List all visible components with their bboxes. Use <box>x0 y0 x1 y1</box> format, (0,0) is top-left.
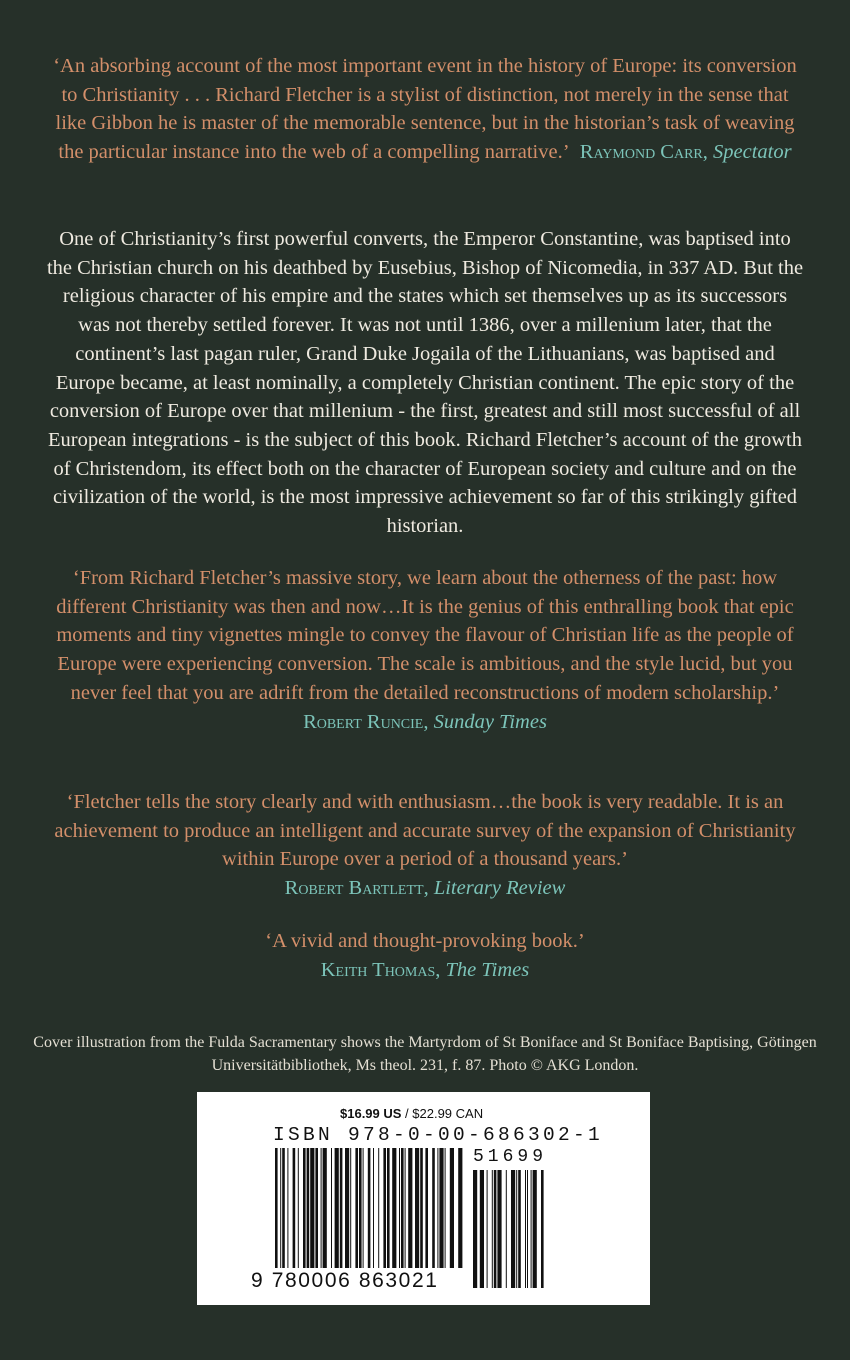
barcode-bar <box>323 1148 327 1268</box>
barcode-bar <box>473 1170 477 1288</box>
barcode-bar <box>321 1148 322 1268</box>
quote-attribution: Keith Thomas, The Times <box>320 958 530 981</box>
barcode-bar <box>298 1148 299 1268</box>
barcode-bar <box>293 1148 296 1268</box>
barcode-bar <box>287 1148 288 1268</box>
barcode-bar <box>350 1148 351 1268</box>
barcode-bar <box>425 1148 428 1268</box>
ean-digits: 9 780006 863021 <box>251 1269 439 1292</box>
barcode-bar <box>506 1170 507 1288</box>
barcode-bar <box>315 1148 318 1268</box>
isbn-number: ISBN 978-0-00-686302-1 <box>273 1124 604 1146</box>
quote-attribution: Raymond Carr, Spectator <box>579 141 792 164</box>
barcode-bar <box>310 1148 314 1268</box>
barcode-bar <box>275 1148 278 1268</box>
barcode-bar <box>497 1170 501 1288</box>
barcode-bar <box>518 1170 521 1288</box>
barcode-bar <box>331 1148 332 1268</box>
barcode-bar <box>335 1148 339 1268</box>
quote-text: ‘An absorbing account of the most important event in the history of Europe: its conversion to Christianity . . . Richard Fletcher is a stylist of distinction, not merely in the sense that like Gibbon he is master of the memorable sentence, but in the historian’s task of weaving the particular instance into the web of a compelling narrative.’ <box>53 55 797 164</box>
attribution-author: Robert Runcie <box>303 710 424 733</box>
barcode-bar <box>541 1170 544 1288</box>
attribution-author: Raymond Carr <box>579 141 703 164</box>
barcode-bar <box>458 1148 462 1268</box>
barcode-bar <box>487 1170 488 1288</box>
barcode-bar <box>345 1148 349 1268</box>
cover-illustration-credit: Cover illustration from the Fulda Sacramentary shows the Martyrdom of St Boniface and St Boniface Baptising, Götingen Universitätbibliothek, Ms theol. 231, f. 87. Photo © AKG London. <box>33 1034 817 1074</box>
barcode-bar <box>378 1148 379 1268</box>
barcode-bar <box>359 1148 362 1268</box>
barcode-bar <box>492 1170 493 1288</box>
barcode-bar <box>494 1170 497 1288</box>
quote-keith-thomas <box>45 927 805 984</box>
book-description: One of Christianity’s first powerful converts, the Emperor Constantine, was baptised into the Christian church on his deathbed by Eusebius, Bishop of Nicomedia, in 337 AD. But the religious character of his empire and the states which set themselves up as its successors was not thereby settled forever. It was not until 1386, over a millenium later, that the continent’s last pagan ruler, Grand Duke Jogaila of the Lithuanians, was baptised and Europe became, at least nominally, a completely Christian continent. The epic story of the conversion of Europe over that millenium - the first, greatest and still most successful of all European integrations - is the subject of this book. Richard Fletcher’s account of the growth of Christendom, its effect both on the character of European society and culture and on the civilization of the world, is the most impressive achievement so far of this strikingly gifted historian. <box>46 228 804 538</box>
barcode-bar <box>401 1148 404 1268</box>
barcode-bar <box>405 1148 406 1268</box>
barcode-bar <box>437 1148 438 1268</box>
quote-robert-runcie <box>45 564 805 736</box>
quote-text: ‘Fletcher tells the story clearly and with enthusiasm…the book is very readable. It is an achievement to produce an intelligent and accurate survey of the expansion of Christianity within Europe over a period of a thousand years.’ <box>54 791 796 871</box>
price-can: / $22.99 CAN <box>401 1106 484 1121</box>
barcode-bar <box>387 1148 390 1268</box>
quote-attribution: Robert Bartlett, Literary Review <box>284 877 566 900</box>
barcode-bar <box>511 1170 515 1288</box>
attribution-publication: Literary Review <box>433 877 566 900</box>
addon-code: 51699 <box>473 1147 548 1167</box>
barcode-bar <box>439 1148 443 1268</box>
barcode-bar <box>516 1170 517 1288</box>
attribution-publication: Sunday Times <box>433 710 547 733</box>
attribution-author: Robert Bartlett <box>284 877 424 900</box>
barcode-bar <box>533 1170 537 1288</box>
barcode-bar <box>420 1148 423 1268</box>
barcode-bar <box>399 1148 400 1268</box>
barcode-bar <box>383 1148 386 1268</box>
barcode-bar <box>303 1148 306 1268</box>
barcode-bar <box>480 1170 484 1288</box>
barcode-bar <box>307 1148 310 1268</box>
barcode-bar <box>445 1148 446 1268</box>
barcode-bar <box>355 1148 358 1268</box>
quote-text: ‘A vivid and thought-provoking book.’ <box>265 930 585 952</box>
barcode-bar <box>527 1170 528 1288</box>
barcode-bar <box>408 1148 412 1268</box>
price-us: $16.99 US <box>340 1106 402 1121</box>
barcode-bar <box>525 1170 526 1288</box>
barcode-bar <box>280 1148 281 1268</box>
quote-attribution: Robert Runcie, Sunday Times <box>303 710 547 733</box>
barcode-bar <box>368 1148 371 1268</box>
barcode-panel <box>197 1092 650 1305</box>
ean-barcode-bars <box>275 1148 462 1268</box>
quote-robert-bartlett <box>45 788 805 903</box>
quote-raymond-carr <box>45 52 805 167</box>
barcode-bar <box>432 1148 435 1268</box>
barcode-bar <box>531 1170 532 1288</box>
barcode-bar <box>282 1148 285 1268</box>
barcode-bar <box>373 1148 374 1268</box>
barcode-bar <box>363 1148 364 1268</box>
barcode-bar <box>392 1148 396 1268</box>
addon-barcode-bars <box>473 1170 544 1288</box>
barcode-bar <box>450 1148 454 1268</box>
barcode-bar <box>415 1148 419 1268</box>
attribution-publication: Spectator <box>713 141 792 164</box>
quote-text: ‘From Richard Fletcher’s massive story, we learn about the otherness of the past: how different Christianity was then and now…It is the genius of this enthralling book that epic moments and tiny vignettes mingle to convey the flavour of Christian life as the people of Europe were experiencing conversion. The scale is ambitious, and the style lucid, but you never feel that you are adrift from the detailed reconstructions of modern scholarship.’ <box>56 567 794 704</box>
attribution-author: Keith Thomas <box>320 958 436 981</box>
attribution-publication: The Times <box>445 958 530 981</box>
barcode-bar <box>340 1148 343 1268</box>
